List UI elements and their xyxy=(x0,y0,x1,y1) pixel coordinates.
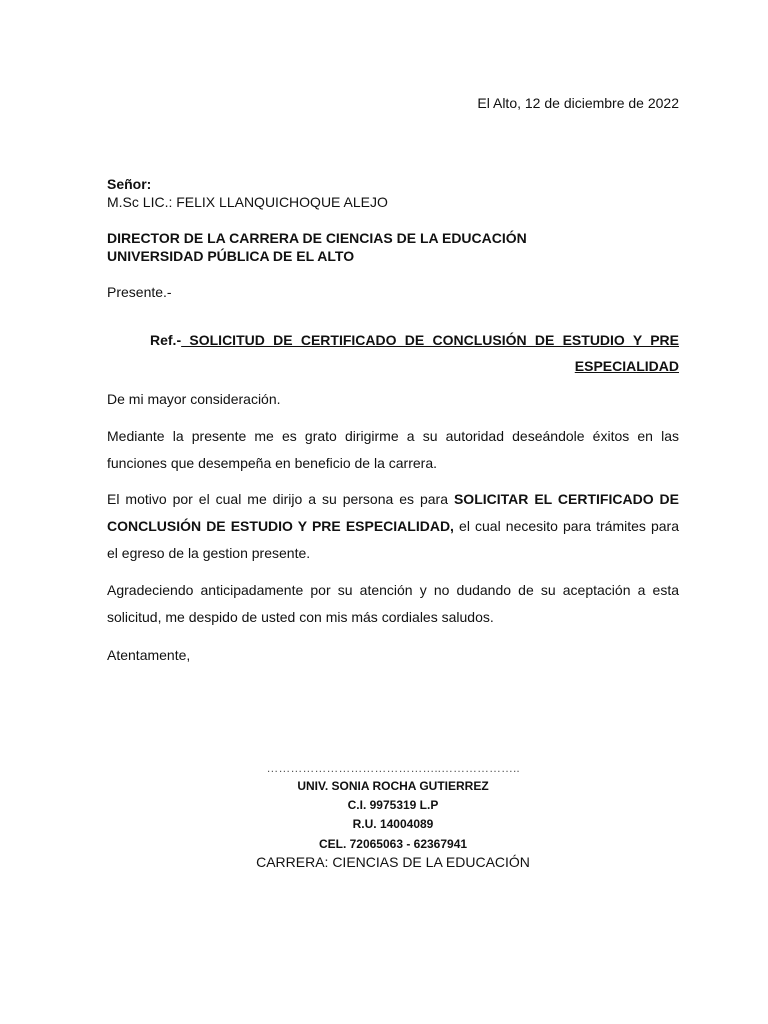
paragraph-1: Mediante la presente me es grato dirigirme a su autoridad deseándole éxitos en las funciones que desempeña en beneficio de la carrera. xyxy=(107,428,679,471)
signature-name: UNIV. SONIA ROCHA GUTIERREZ xyxy=(297,779,489,793)
recipient-salutation: Señor: xyxy=(107,176,152,192)
signature-line: ……………………………………..……………….. xyxy=(266,761,520,775)
signature-phone: CEL. 72065063 - 62367941 xyxy=(318,837,468,851)
letter-date: El Alto, 12 de diciembre de 2022 xyxy=(477,95,679,111)
paragraph-2-before: El motivo por el cual me dirijo a su persona es para xyxy=(107,491,454,507)
presente-line: Presente.- xyxy=(107,284,172,300)
signature-ru: R.U. 14004089 xyxy=(352,817,434,831)
recipient-position: DIRECTOR DE LA CARRERA DE CIENCIAS DE LA EDUCACIÓN xyxy=(107,230,527,246)
signature-ci: C.I. 9975319 L.P xyxy=(347,798,439,812)
reference-label: Ref.- xyxy=(150,332,182,348)
reference-subject: SOLICITUD DE CERTIFICADO DE CONCLUSIÓN DE ESTUDIO Y PRE ESPECIALIDAD xyxy=(181,332,679,374)
reference-line xyxy=(150,327,679,379)
paragraph-3: Agradeciendo anticipadamente por su atención y no dudando de su aceptación a esta solicitud, me despido de usted con mis más cordiales saludos. xyxy=(107,582,679,625)
recipient-name: M.Sc LIC.: FELIX LLANQUICHOQUE ALEJO xyxy=(107,194,388,210)
paragraph-2-after: el cual necesito para trámites para el egreso de la gestion presente. xyxy=(107,518,680,561)
signature-career: CARRERA: CIENCIAS DE LA EDUCACIÓN xyxy=(256,854,530,870)
paragraph-2-request: SOLICITAR EL CERTIFICADO DE CONCLUSIÓN DE ESTUDIO Y PRE ESPECIALIDAD, xyxy=(107,491,679,534)
recipient-institution: UNIVERSIDAD PÚBLICA DE EL ALTO xyxy=(107,248,355,264)
paragraph-2 xyxy=(107,486,679,567)
closing: Atentamente, xyxy=(107,647,191,663)
greeting: De mi mayor consideración. xyxy=(107,391,281,407)
